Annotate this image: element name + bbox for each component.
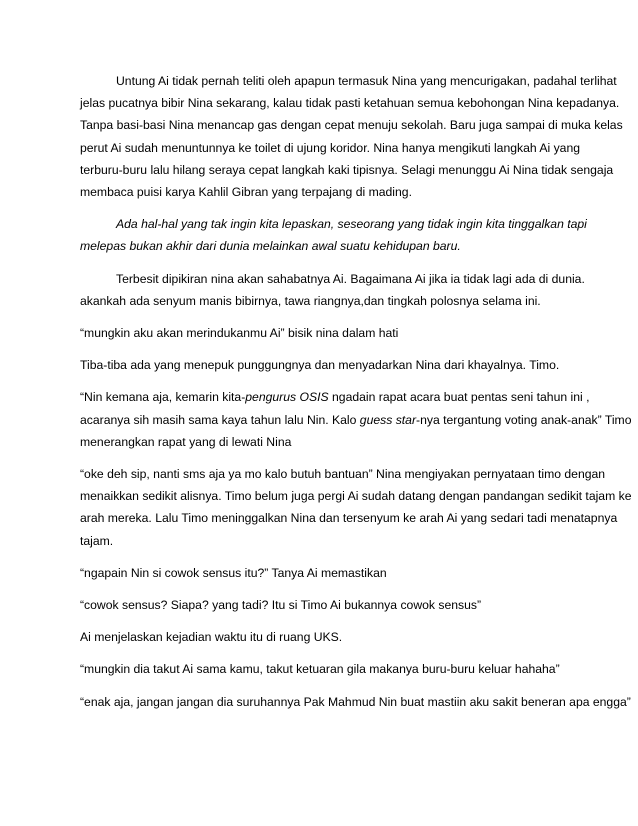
italic-text: Ada hal-hal yang tak ingin kita lepaskan, seseorang yang tidak ingin kita tinggalkan tapi [116, 217, 587, 232]
text-run: Untung Ai tidak pernah teliti oleh apapun termasuk Nina yang mencurigakan, padahal terlihat [116, 74, 617, 88]
text-run: -nya tergantung voting anak-anak” Timo [416, 412, 632, 427]
paragraph [80, 658, 590, 680]
text-run: acaranya sih masih sama kaya tahun lalu Nin. Kalo [80, 412, 360, 427]
text-line [80, 658, 590, 680]
italic-text: guess star [359, 412, 417, 427]
text-line [80, 431, 590, 453]
document-page [80, 70, 632, 723]
text-line [80, 92, 620, 114]
text-run: arah mereka. Lalu Timo meninggalkan Nina dan tersenyum ke arah Ai yang sedari tadi menatapnya [80, 511, 618, 526]
text-line [80, 354, 590, 376]
italic-text: melepas bukan akhir dari dunia melainkan awal suatu kehidupan baru. [80, 239, 461, 254]
italic-text: pengurus OSIS [245, 390, 329, 405]
paragraph [80, 691, 631, 713]
text-run: “mungkin dia takut Ai sama kamu, takut ketuaran gila makanya buru-buru keluar hahaha” [80, 662, 560, 677]
paragraph [80, 626, 590, 648]
text-line [80, 691, 631, 713]
text-line [80, 507, 618, 529]
text-line [80, 114, 623, 136]
text-run: tajam. [80, 533, 114, 548]
paragraph [80, 70, 623, 203]
text-line [80, 485, 632, 507]
paragraph [80, 463, 632, 552]
text-line [80, 562, 590, 584]
text-line [80, 386, 590, 408]
text-line [80, 463, 606, 485]
text-run: Ai menjelaskan kejadian waktu itu di ruang UKS. [80, 630, 343, 645]
text-line [80, 322, 590, 344]
text-run: membaca puisi karya Kahlil Gibran yang terpajang di mading. [80, 185, 412, 200]
text-run: “Nin kemana aja, kemarin kita- [80, 390, 246, 405]
text-line [80, 290, 590, 312]
text-line [80, 213, 590, 235]
text-run: “mungkin aku akan merindukanmu Ai” bisik nina dalam hati [80, 326, 399, 341]
text-run: akankah ada senyum manis bibirnya, tawa riangnya,dan tingkah polosnya selama ini. [80, 293, 541, 308]
paragraph [80, 268, 590, 312]
text-run: ngadain rapat acara buat pentas seni tahun ini , [328, 390, 590, 405]
text-line [80, 530, 590, 552]
text-line [80, 594, 590, 616]
text-line [80, 159, 614, 181]
text-line [80, 268, 590, 290]
text-line [80, 626, 590, 648]
text-line [80, 409, 632, 431]
text-run: “cowok sensus? Siapa? yang tadi? Itu si Timo Ai bukannya cowok sensus” [80, 598, 482, 613]
text-line [80, 137, 590, 159]
text-run: Tanpa basi-basi Nina menancap gas dengan cepat menuju sekolah. Baru juga sampai di muka kelas [80, 118, 623, 133]
text-run: terburu-buru lalu hilang seraya cepat langkah kaki tipisnya. Selagi menunggu Ai Nina tidak sengaja [80, 162, 614, 177]
text-run: Tiba-tiba ada yang menepuk punggungnya dan menyadarkan Nina dari khayalnya. Timo. [80, 358, 560, 373]
paragraph [80, 213, 590, 257]
text-run: “ngapain Nin si cowok sensus itu?” Tanya Ai memastikan [80, 565, 387, 580]
paragraph [80, 354, 590, 376]
paragraph [80, 562, 590, 584]
paragraph [80, 322, 590, 344]
text-line [80, 70, 617, 92]
text-line [80, 235, 590, 257]
text-run: “oke deh sip, nanti sms aja ya mo kalo butuh bantuan” Nina mengiyakan pernyataan timo dengan [80, 467, 606, 482]
text-run: perut Ai sudah menuntunnya ke toilet di ujung koridor. Nina hanya mengikuti langkah Ai yang [80, 140, 581, 155]
text-line [80, 181, 590, 203]
text-run: “enak aja, jangan jangan dia suruhannya Pak Mahmud Nin buat mastiin aku sakit beneran apa engga” [80, 694, 631, 709]
text-run: menerangkan rapat yang di lewati Nina [80, 434, 292, 449]
paragraph [80, 594, 590, 616]
text-run: menaikkan sedikit alisnya. Timo belum juga pergi Ai sudah datang dengan pandangan sedikit tajam ke [80, 489, 632, 504]
text-run: Terbesit dipikiran nina akan sahabatnya Ai. Bagaimana Ai jika ia tidak lagi ada di dunia. [116, 271, 585, 286]
text-run: jelas pucatnya bibir Nina sekarang, kalau tidak pasti ketahuan semua kebohongan Nina kepadanya. [80, 96, 620, 111]
paragraph [80, 386, 632, 453]
